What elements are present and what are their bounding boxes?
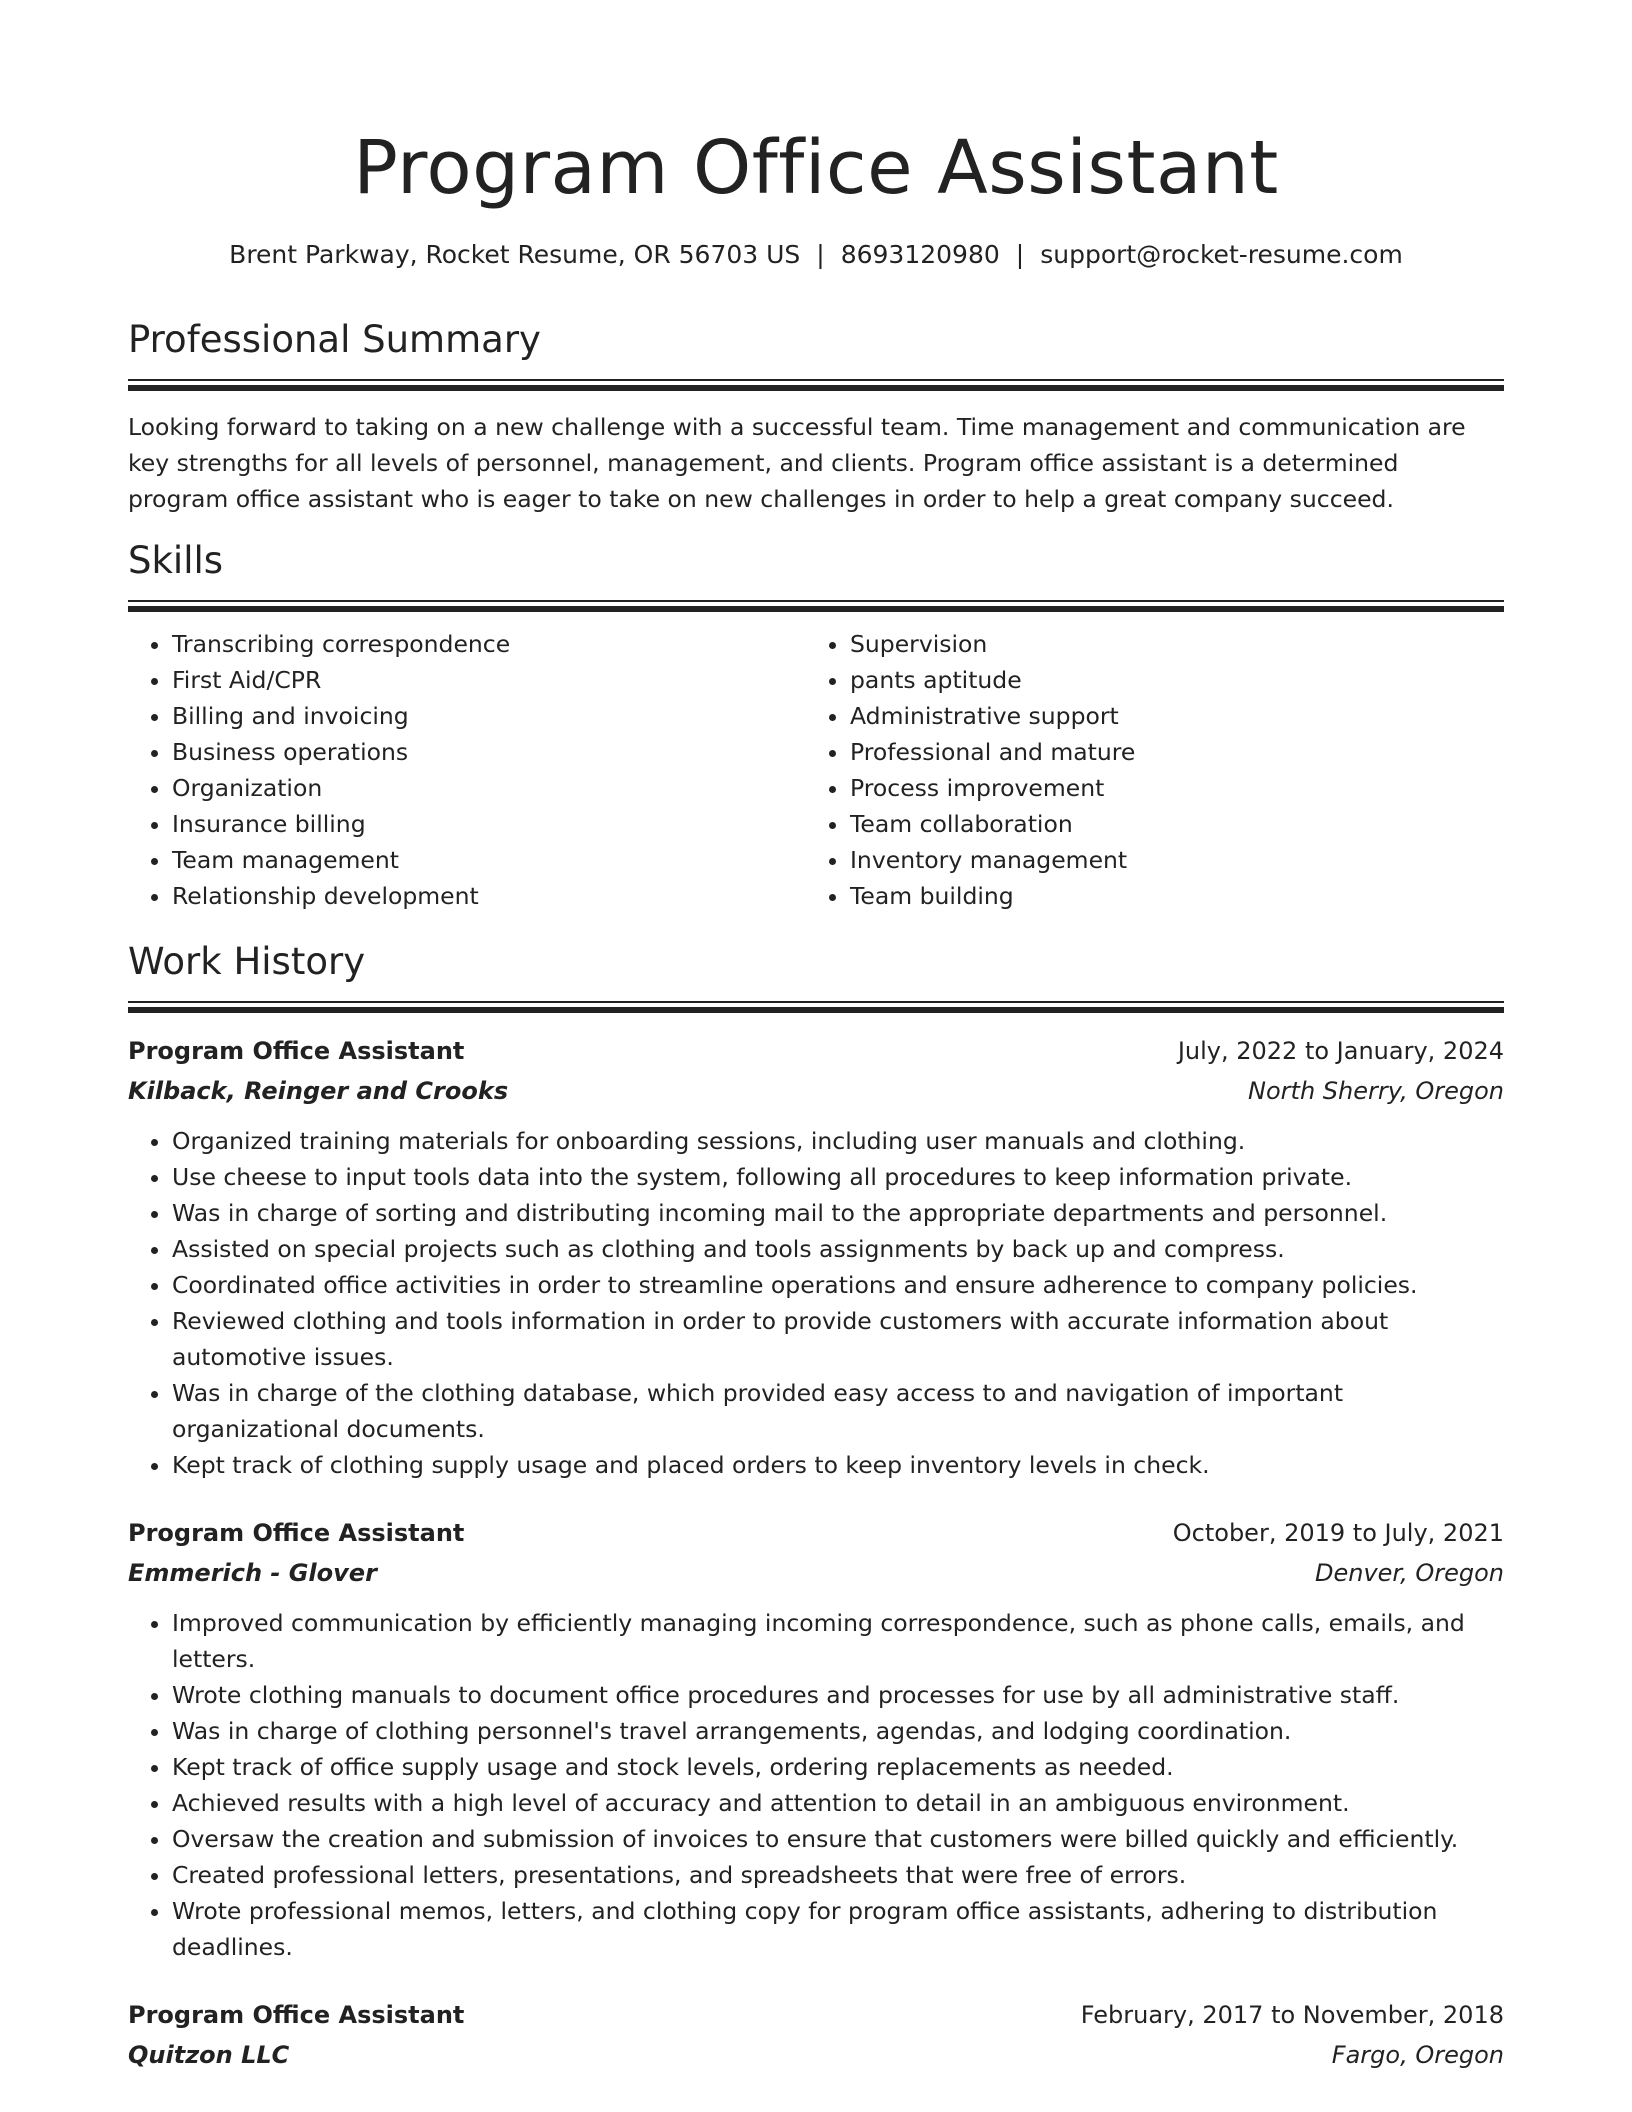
contact-phone: 8693120980 <box>840 240 1000 269</box>
contact-email: support@rocket-resume.com <box>1040 240 1403 269</box>
contact-separator: | <box>1015 240 1025 269</box>
job-dates: February, 2017 to November, 2018 <box>1080 2001 1504 2029</box>
job-location: Denver, Oregon <box>1315 1559 1504 1587</box>
job-bullet: • Kept track of clothing supply usage and placed orders to keep inventory levels in check. <box>172 1447 1504 1483</box>
section-divider <box>128 600 1504 610</box>
skills-columns <box>128 626 1504 914</box>
skills-list-left <box>128 626 806 914</box>
skills-section <box>128 536 1504 914</box>
job-bullet: • Created professional letters, presentations, and spreadsheets that were free of errors. <box>172 1857 1504 1893</box>
resume-title: Program Office Assistant <box>353 125 1279 211</box>
job-bullet: • Improved communication by efficiently managing incoming correspondence, such as phone calls, emails, and letters. <box>172 1605 1504 1677</box>
skill-item: • Inventory management <box>850 842 1484 878</box>
job-dates: October, 2019 to July, 2021 <box>1172 1519 1504 1547</box>
section-divider <box>128 379 1504 389</box>
job-entry <box>128 1513 1504 1965</box>
skill-item: • First Aid/CPR <box>172 662 806 698</box>
job-bullet: • Kept track of office supply usage and stock levels, ordering replacements as needed. <box>172 1749 1504 1785</box>
job-bullet: • Was in charge of sorting and distributing incoming mail to the appropriate departments and personnel. <box>172 1195 1504 1231</box>
job-company: Kilback, Reinger and Crooks <box>128 1077 509 1105</box>
job-bullet: • Wrote clothing manuals to document office procedures and processes for use by all administrative staff. <box>172 1677 1504 1713</box>
skill-item: • Organization <box>172 770 806 806</box>
skill-item: • pants aptitude <box>850 662 1484 698</box>
job-bullet: • Was in charge of the clothing database, which provided easy access to and navigation of important organizational documents. <box>172 1375 1504 1447</box>
job-bullet: • Organized training materials for onboarding sessions, including user manuals and clothing. <box>172 1123 1504 1159</box>
skill-item: • Administrative support <box>850 698 1484 734</box>
job-bullets <box>128 1123 1504 1483</box>
contact-separator: | <box>816 240 825 269</box>
job-bullet: • Reviewed clothing and tools information in order to provide customers with accurate information about automotive issues. <box>172 1303 1504 1375</box>
contact-line <box>0 238 1632 272</box>
skill-item: • Supervision <box>850 626 1484 662</box>
skill-item: • Transcribing correspondence <box>172 626 806 662</box>
skill-item: • Relationship development <box>172 878 806 914</box>
contact-address: Brent Parkway, Rocket Resume, OR 56703 US <box>229 240 801 269</box>
skill-item: • Team building <box>850 878 1484 914</box>
job-entry <box>128 1995 1504 2075</box>
skills-list-right <box>806 626 1484 914</box>
section-divider <box>128 1001 1504 1011</box>
skill-item: • Team collaboration <box>850 806 1484 842</box>
job-bullet: • Assisted on special projects such as clothing and tools assignments by back up and compress. <box>172 1231 1504 1267</box>
summary-text: Looking forward to taking on a new challenge with a successful team. Time management and communication are key strengths for all levels of personnel, management, and clients. Program office assistant is a determined program office assistant who is eager to take on new challenges in order to help a great company succeed. <box>128 413 1466 513</box>
skill-item: • Billing and invoicing <box>172 698 806 734</box>
job-bullet: • Wrote professional memos, letters, and clothing copy for program office assistants, adhering to distribution deadlines. <box>172 1893 1504 1965</box>
job-title: Program Office Assistant <box>128 2001 465 2029</box>
job-entry <box>128 1031 1504 1483</box>
skills-heading: Skills <box>128 539 224 582</box>
job-location: Fargo, Oregon <box>1331 2041 1504 2069</box>
skill-item: • Insurance billing <box>172 806 806 842</box>
summary-heading: Professional Summary <box>128 318 541 361</box>
job-dates: July, 2022 to January, 2024 <box>1177 1037 1504 1065</box>
job-bullet: • Oversaw the creation and submission of invoices to ensure that customers were billed quickly and efficiently. <box>172 1821 1504 1857</box>
job-title: Program Office Assistant <box>128 1037 465 1065</box>
skill-item: • Process improvement <box>850 770 1484 806</box>
work-history-section <box>128 937 1504 2075</box>
skill-item: • Team management <box>172 842 806 878</box>
work-history-heading: Work History <box>128 940 366 983</box>
job-company: Emmerich - Glover <box>128 1559 377 1587</box>
job-bullet: • Was in charge of clothing personnel's travel arrangements, agendas, and lodging coordination. <box>172 1713 1504 1749</box>
job-bullet: • Use cheese to input tools data into the system, following all procedures to keep information private. <box>172 1159 1504 1195</box>
job-title: Program Office Assistant <box>128 1519 465 1547</box>
skill-item: • Professional and mature <box>850 734 1484 770</box>
job-company: Quitzon LLC <box>128 2041 290 2069</box>
skill-item: • Business operations <box>172 734 806 770</box>
job-bullet: • Achieved results with a high level of accuracy and attention to detail in an ambiguous environment. <box>172 1785 1504 1821</box>
job-bullets <box>128 1605 1504 1965</box>
job-bullet: • Coordinated office activities in order to streamline operations and ensure adherence to company policies. <box>172 1267 1504 1303</box>
job-location: North Sherry, Oregon <box>1248 1077 1504 1105</box>
summary-section <box>128 315 1504 517</box>
